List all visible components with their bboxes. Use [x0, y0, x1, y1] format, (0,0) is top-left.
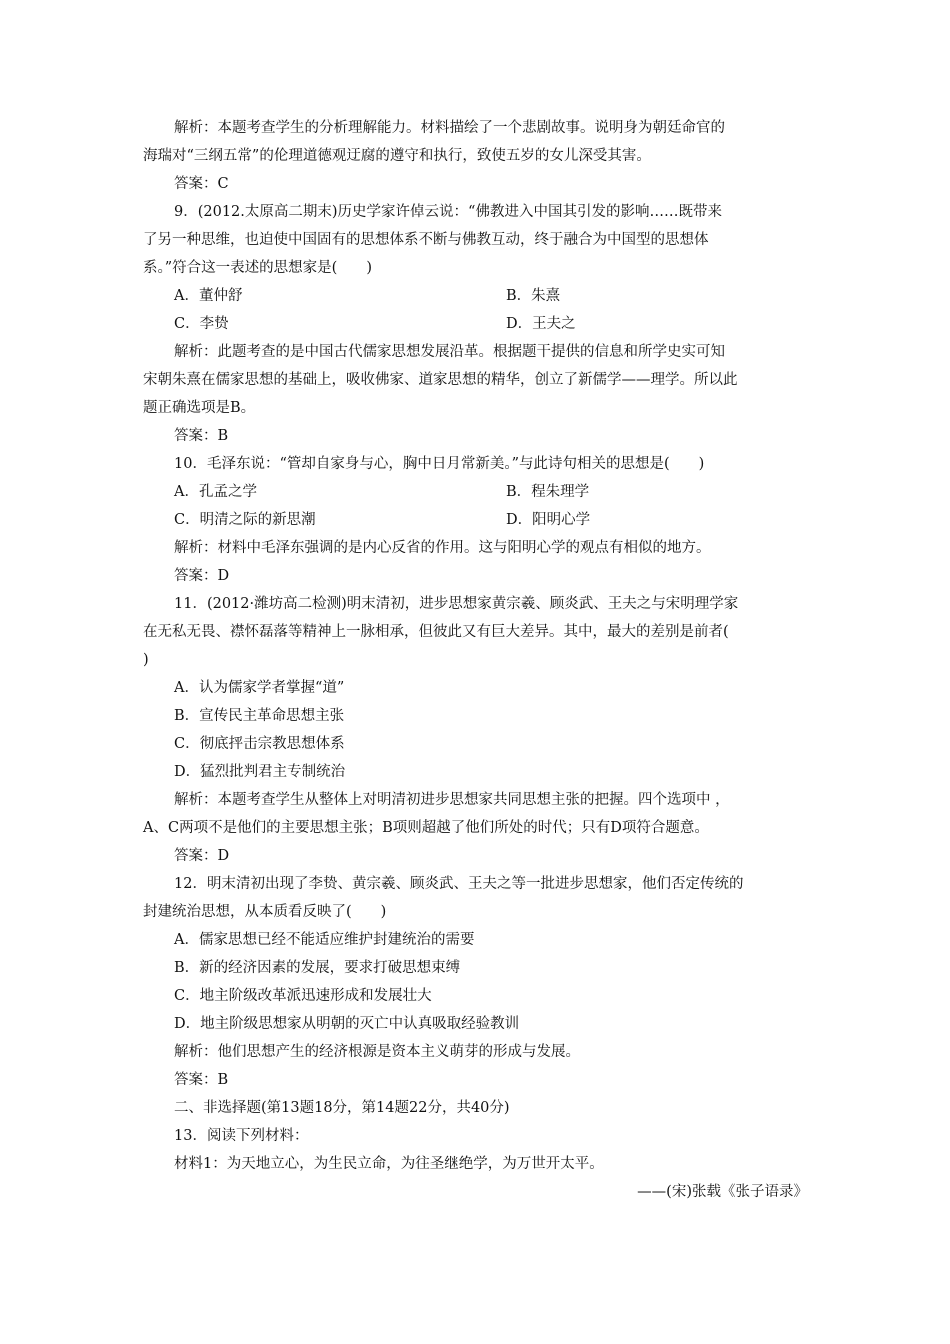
q9-stem-line-1: 9．(2012.太原高二期末)历史学家许倬云说：“佛教进入中国其引发的影响……既带来 [174, 204, 722, 220]
q11-analysis-line-2: A、C两项不是他们的主要思想主张；B项则超越了他们所处的时代；只有D项符合题意。 [143, 820, 709, 836]
q13-material-1: 材料1：为天地立心，为生民立命，为往圣继绝学，为万世开太平。 [174, 1156, 604, 1172]
q9-option-a: A．董仲舒 [174, 288, 243, 304]
q8-analysis-line-1: 解析：本题考查学生的分析理解能力。材料描绘了一个悲剧故事。说明身为朝廷命官的 [174, 120, 725, 136]
q10-options-row-1 [174, 482, 808, 502]
q11-answer: 答案：D [174, 848, 230, 864]
q9-analysis-line-3: 题正确选项是B。 [143, 400, 256, 416]
q9-analysis-line-1: 解析：此题考查的是中国古代儒家思想发展沿革。根据题干提供的信息和所学史实可知 [174, 344, 725, 360]
section-heading: 二、非选择题(第13题18分，第14题22分，共40分) [174, 1100, 510, 1116]
q12-stem-line-2: 封建统治思想，从本质看反映了( ) [143, 904, 387, 920]
q9-answer: 答案：B [174, 428, 229, 444]
q12-option-a: A．儒家思想已经不能适应维护封建统治的需要 [174, 932, 475, 948]
q10-option-d: D．阳明心学 [506, 512, 591, 528]
q13-material-1-source: ——(宋)张载《张子语录》 [637, 1184, 808, 1200]
q11-stem-line-1: 11．(2012·潍坊高二检测)明末清初，进步思想家黄宗羲、顾炎武、王夫之与宋明理学家 [174, 596, 739, 612]
q12-stem-line-1: 12．明末清初出现了李贽、黄宗羲、顾炎武、王夫之等一批进步思想家，他们否定传统的 [174, 876, 744, 892]
q9-option-d: D．王夫之 [506, 316, 576, 332]
q11-analysis-line-1: 解析：本题考查学生从整体上对明清初进步思想家共同思想主张的把握。四个选项中 ， [174, 792, 730, 808]
q12-option-c: C．地主阶级改革派迅速形成和发展壮大 [174, 988, 432, 1004]
q9-analysis-line-2: 宋朝朱熹在儒家思想的基础上，吸收佛家、道家思想的精华，创立了新儒学——理学。所以此 [143, 372, 738, 388]
q12-analysis: 解析：他们思想产生的经济根源是资本主义萌芽的形成与发展。 [174, 1044, 580, 1060]
q8-answer: 答案：C [174, 176, 229, 192]
q11-option-c: C．彻底抨击宗教思想体系 [174, 736, 345, 752]
q11-stem-line-2: 在无私无畏、襟怀磊落等精神上一脉相承，但彼此又有巨大差异。其中，最大的差别是前者( [143, 624, 729, 640]
q12-answer: 答案：B [174, 1072, 229, 1088]
q11-option-b: B．宣传民主革命思想主张 [174, 708, 345, 724]
q11-stem-line-3: ) [143, 652, 149, 668]
q10-option-b: B．程朱理学 [506, 484, 590, 500]
q9-stem-line-2: 了另一种思维，也迫使中国固有的思想体系不断与佛教互动，终于融合为中国型的思想体 [143, 232, 709, 248]
q10-option-a: A．孔孟之学 [174, 484, 257, 500]
q10-analysis: 解析：材料中毛泽东强调的是内心反省的作用。这与阳明心学的观点有相似的地方。 [174, 540, 711, 556]
q9-options-row-2 [174, 314, 808, 334]
q10-options-row-2 [174, 510, 808, 530]
q13-stem: 13．阅读下列材料： [174, 1128, 309, 1144]
q9-options-row-1 [174, 286, 808, 306]
q8-analysis-line-2: 海瑞对“三纲五常”的伦理道德观迂腐的遵守和执行，致使五岁的女儿深受其害。 [143, 148, 651, 164]
q9-option-b: B．朱熹 [506, 288, 561, 304]
q11-option-a: A．认为儒家学者掌握“道” [174, 680, 345, 696]
q10-option-c: C．明清之际的新思潮 [174, 512, 316, 528]
q10-answer: 答案：D [174, 568, 230, 584]
q9-option-c: C．李贽 [174, 316, 229, 332]
q9-stem-line-3: 系。”符合这一表述的思想家是( ) [143, 260, 372, 276]
q12-option-d: D．地主阶级思想家从明朝的灭亡中认真吸取经验教训 [174, 1016, 520, 1032]
q12-option-b: B．新的经济因素的发展，要求打破思想束缚 [174, 960, 461, 976]
q11-option-d: D．猛烈批判君主专制统治 [174, 764, 346, 780]
q10-stem: 10．毛泽东说：“管却自家身与心，胸中日月常新美。”与此诗句相关的思想是( ) [174, 456, 705, 472]
